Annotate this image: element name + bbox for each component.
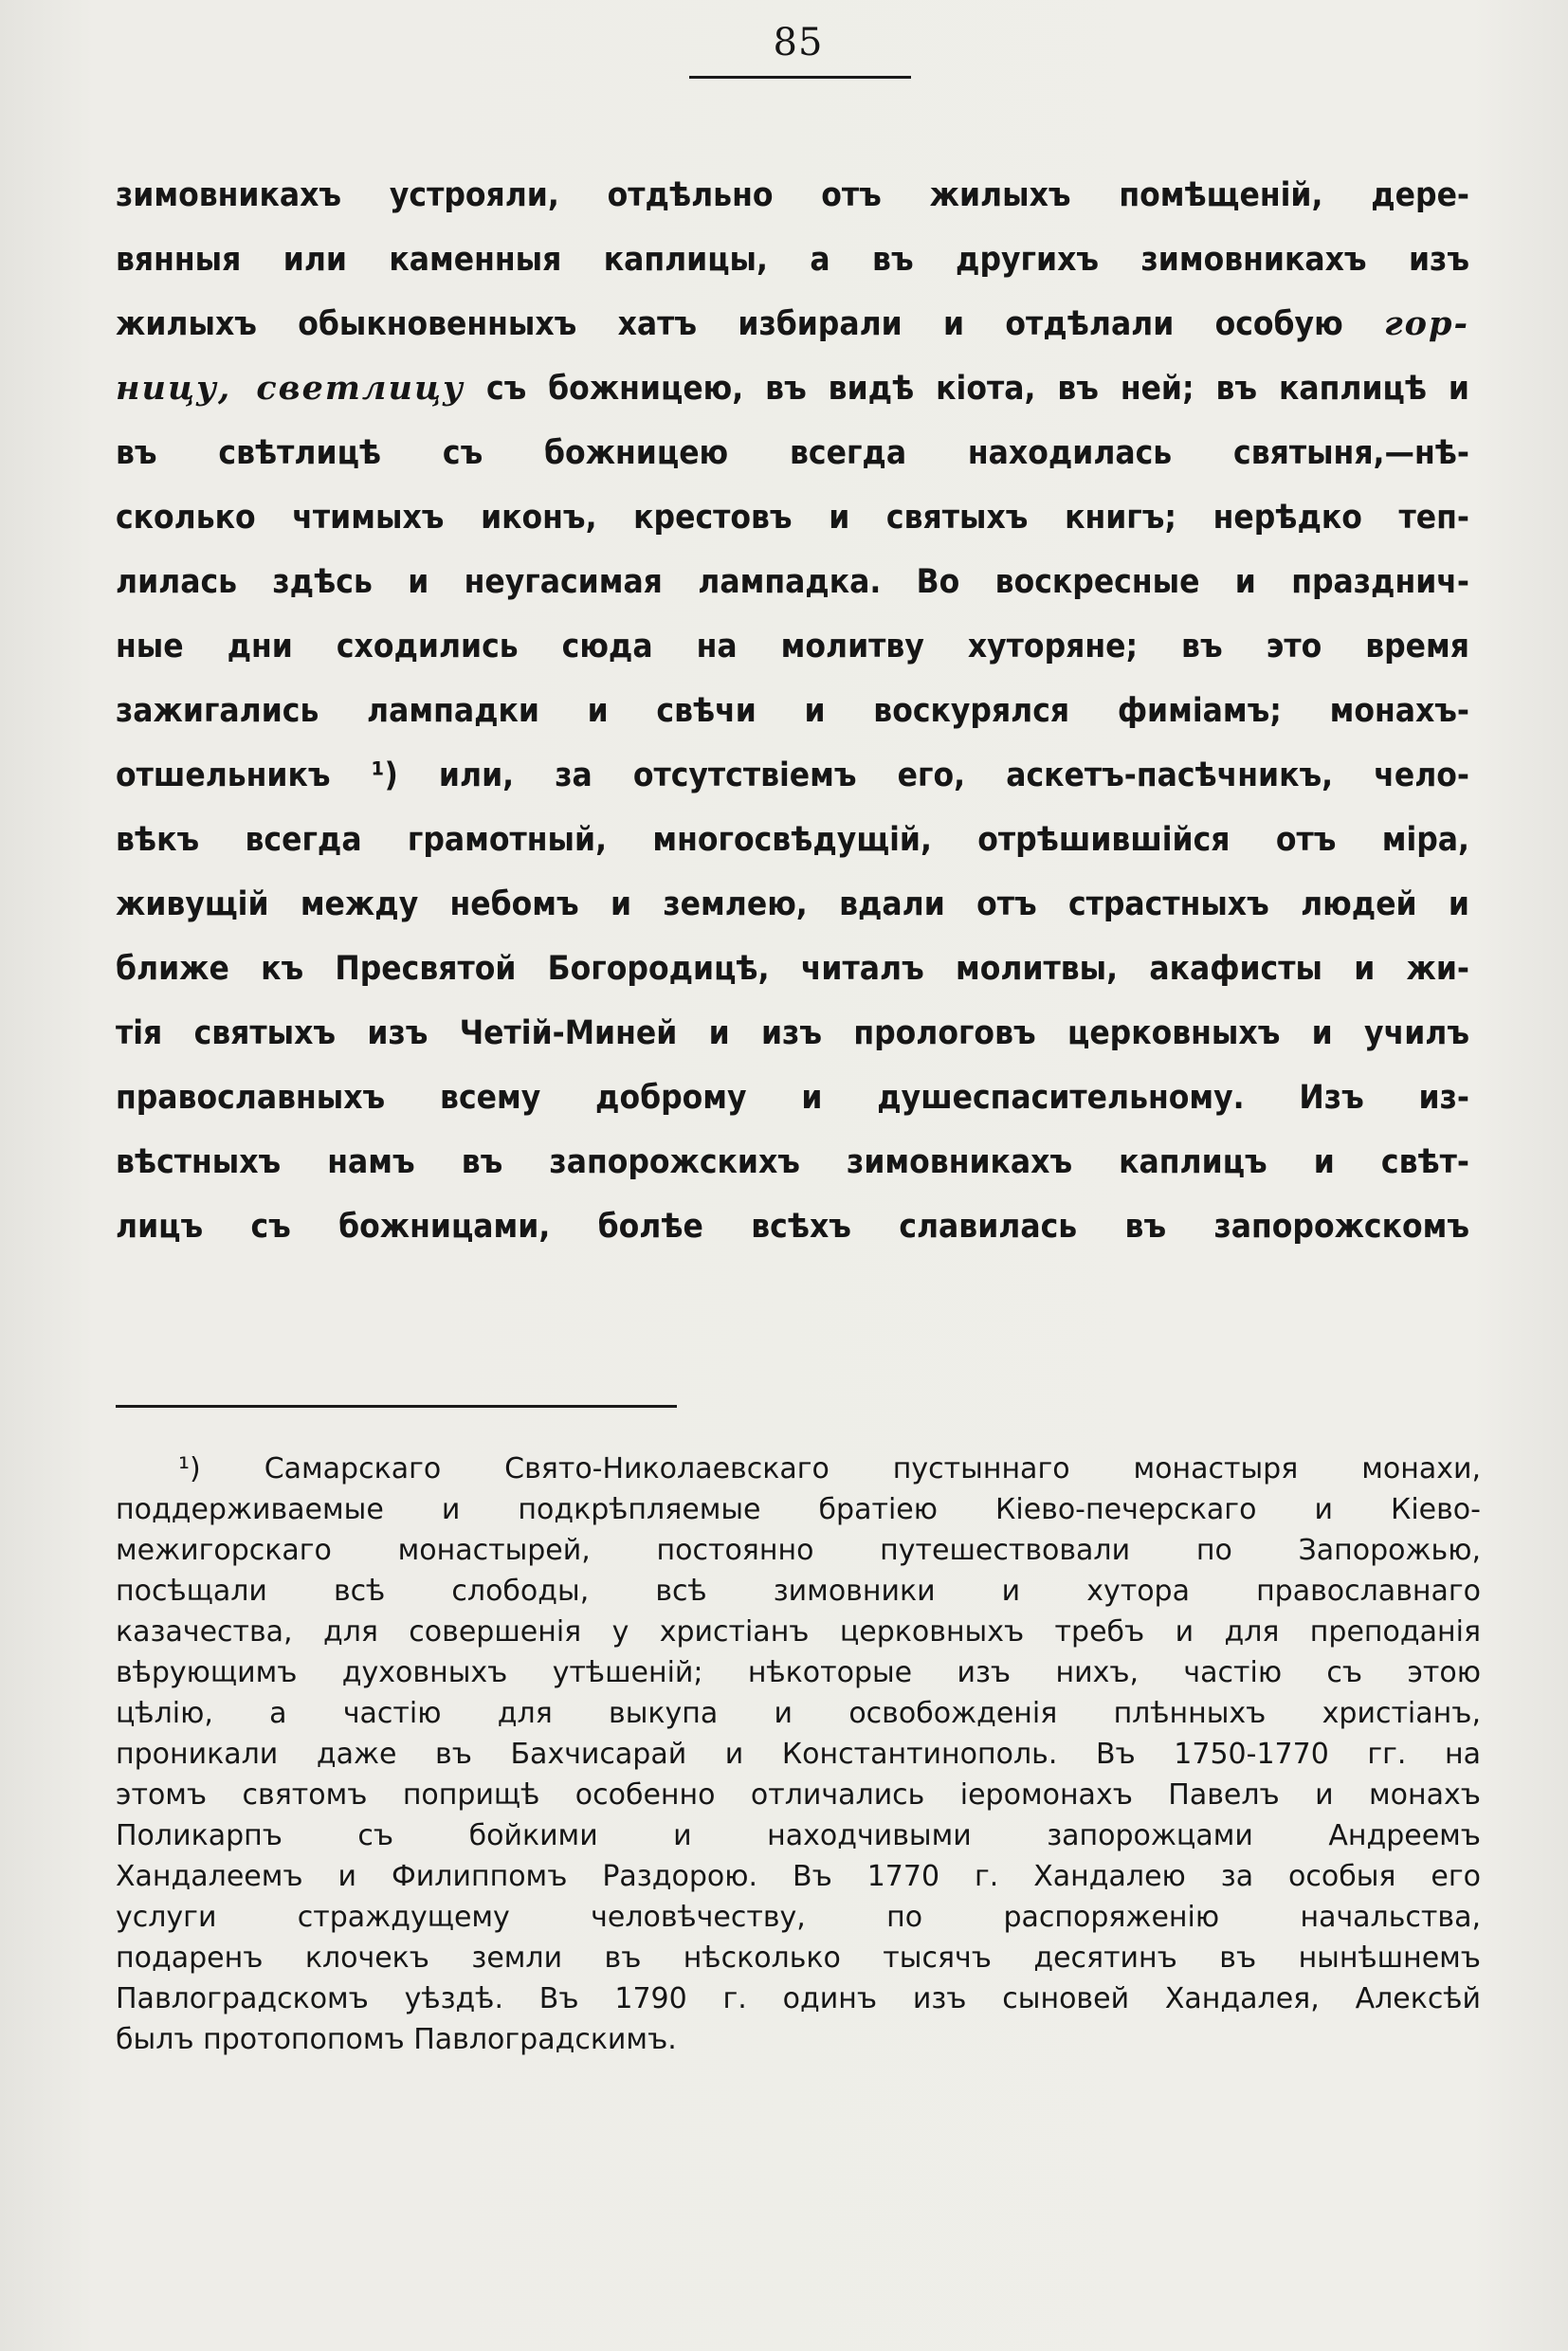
main-line: вянныя или каменныя каплицы, а въ другихъ зимовникахъ изъ xyxy=(116,241,1469,279)
footnote-line: этомъ святомъ поприщѣ особенно отличались іеромонахъ Павелъ и монахъ xyxy=(116,1778,1481,1812)
main-line: ные дни сходились сюда на молитву хуторяне; въ это время xyxy=(116,628,1469,665)
footnote-line: цѣлію, а частію для выкупа и освобожденія плѣнныхъ христіанъ, xyxy=(116,1697,1481,1730)
footnote-line: Поликарпъ съ бойкими и находчивыми запорожцами Андреемъ xyxy=(116,1819,1481,1852)
main-line: вѣстныхъ намъ въ запорожскихъ зимовникахъ каплицъ и свѣт- xyxy=(116,1143,1469,1181)
footnote-line: Хандалеемъ и Филиппомъ Раздорою. Въ 1770 г. Хандалею за особыя его xyxy=(116,1860,1481,1893)
footnote-line: вѣрующимъ духовныхъ утѣшеній; нѣкоторые изъ нихъ, частію съ этою xyxy=(116,1656,1481,1689)
main-line: ближе къ Пресвятой Богородицѣ, читалъ молитвы, акафисты и жи- xyxy=(116,950,1469,988)
footnote xyxy=(116,1449,1481,2060)
main-line: тія святыхъ изъ Четій-Миней и изъ прологовъ церковныхъ и училъ xyxy=(116,1014,1469,1052)
footnote-line: казачества, для совершенія у христіанъ церковныхъ требъ и для преподанія xyxy=(116,1615,1481,1649)
footnote-line: ¹) Самарскаго Свято-Николаевскаго пустыннаго монастыря монахи, xyxy=(178,1452,1481,1485)
footnote-line: былъ протопопомъ Павлоградскимъ. xyxy=(116,2023,677,2056)
main-line: зажигались лампадки и свѣчи и воскурялся фиміамъ; монахъ- xyxy=(116,692,1469,730)
main-line: вѣкъ всегда грамотный, многосвѣдущій, отрѣшившійся отъ міра, xyxy=(116,821,1469,859)
footnote-line: проникали даже въ Бахчисарай и Константинополь. Въ 1750-1770 гг. на xyxy=(116,1738,1481,1771)
main-line: сколько чтимыхъ иконъ, крестовъ и святыхъ книгъ; нерѣдко теп- xyxy=(116,499,1469,537)
main-line: въ свѣтлицѣ съ божницею всегда находилась святыня,—нѣ- xyxy=(116,434,1469,472)
footnote-line: межигорскаго монастырей, постоянно путешествовали по Запорожью, xyxy=(116,1534,1481,1567)
footnote-line: посѣщали всѣ слободы, всѣ зимовники и хутора православнаго xyxy=(116,1575,1481,1608)
main-line: отшельникъ ¹) или, за отсутствіемъ его, аскетъ-пасѣчникъ, чело- xyxy=(116,756,1469,794)
main-line: ницу, светлицу съ божницею, въ видѣ кіота, въ ней; въ каплицѣ и xyxy=(116,369,1469,408)
footnote-line: поддерживаемые и подкрѣпляемые братіею Кіево-печерскаго и Кіево- xyxy=(116,1493,1481,1526)
footnote-line: услуги страждущему человѣчеству, по распоряженію начальства, xyxy=(116,1901,1481,1934)
footnote-line: подаренъ клочекъ земли въ нѣсколько тысячъ десятинъ въ нынѣшнемъ xyxy=(116,1941,1481,1975)
footnote-line: Павлоградскомъ уѣздѣ. Въ 1790 г. одинъ изъ сыновей Хандалея, Алексѣй xyxy=(116,1982,1481,2015)
main-line: зимовникахъ устрояли, отдѣльно отъ жилыхъ помѣщеній, дере- xyxy=(116,176,1469,214)
header-rule xyxy=(689,76,911,79)
main-line: православныхъ всему доброму и душеспасительному. Изъ из- xyxy=(116,1079,1469,1117)
main-line: лилась здѣсь и неугасимая лампадка. Во воскресные и празднич- xyxy=(116,563,1469,601)
page-number: 85 xyxy=(773,21,824,64)
main-text xyxy=(116,163,1469,1259)
main-line: живущій между небомъ и землею, вдали отъ страстныхъ людей и xyxy=(116,885,1469,923)
main-line: лицъ съ божницами, болѣе всѣхъ славилась въ запорожскомъ xyxy=(116,1208,1469,1246)
footnote-rule xyxy=(116,1405,677,1408)
main-line: жилыхъ обыкновенныхъ хатъ избирали и отдѣлали особую гор- xyxy=(116,304,1469,343)
